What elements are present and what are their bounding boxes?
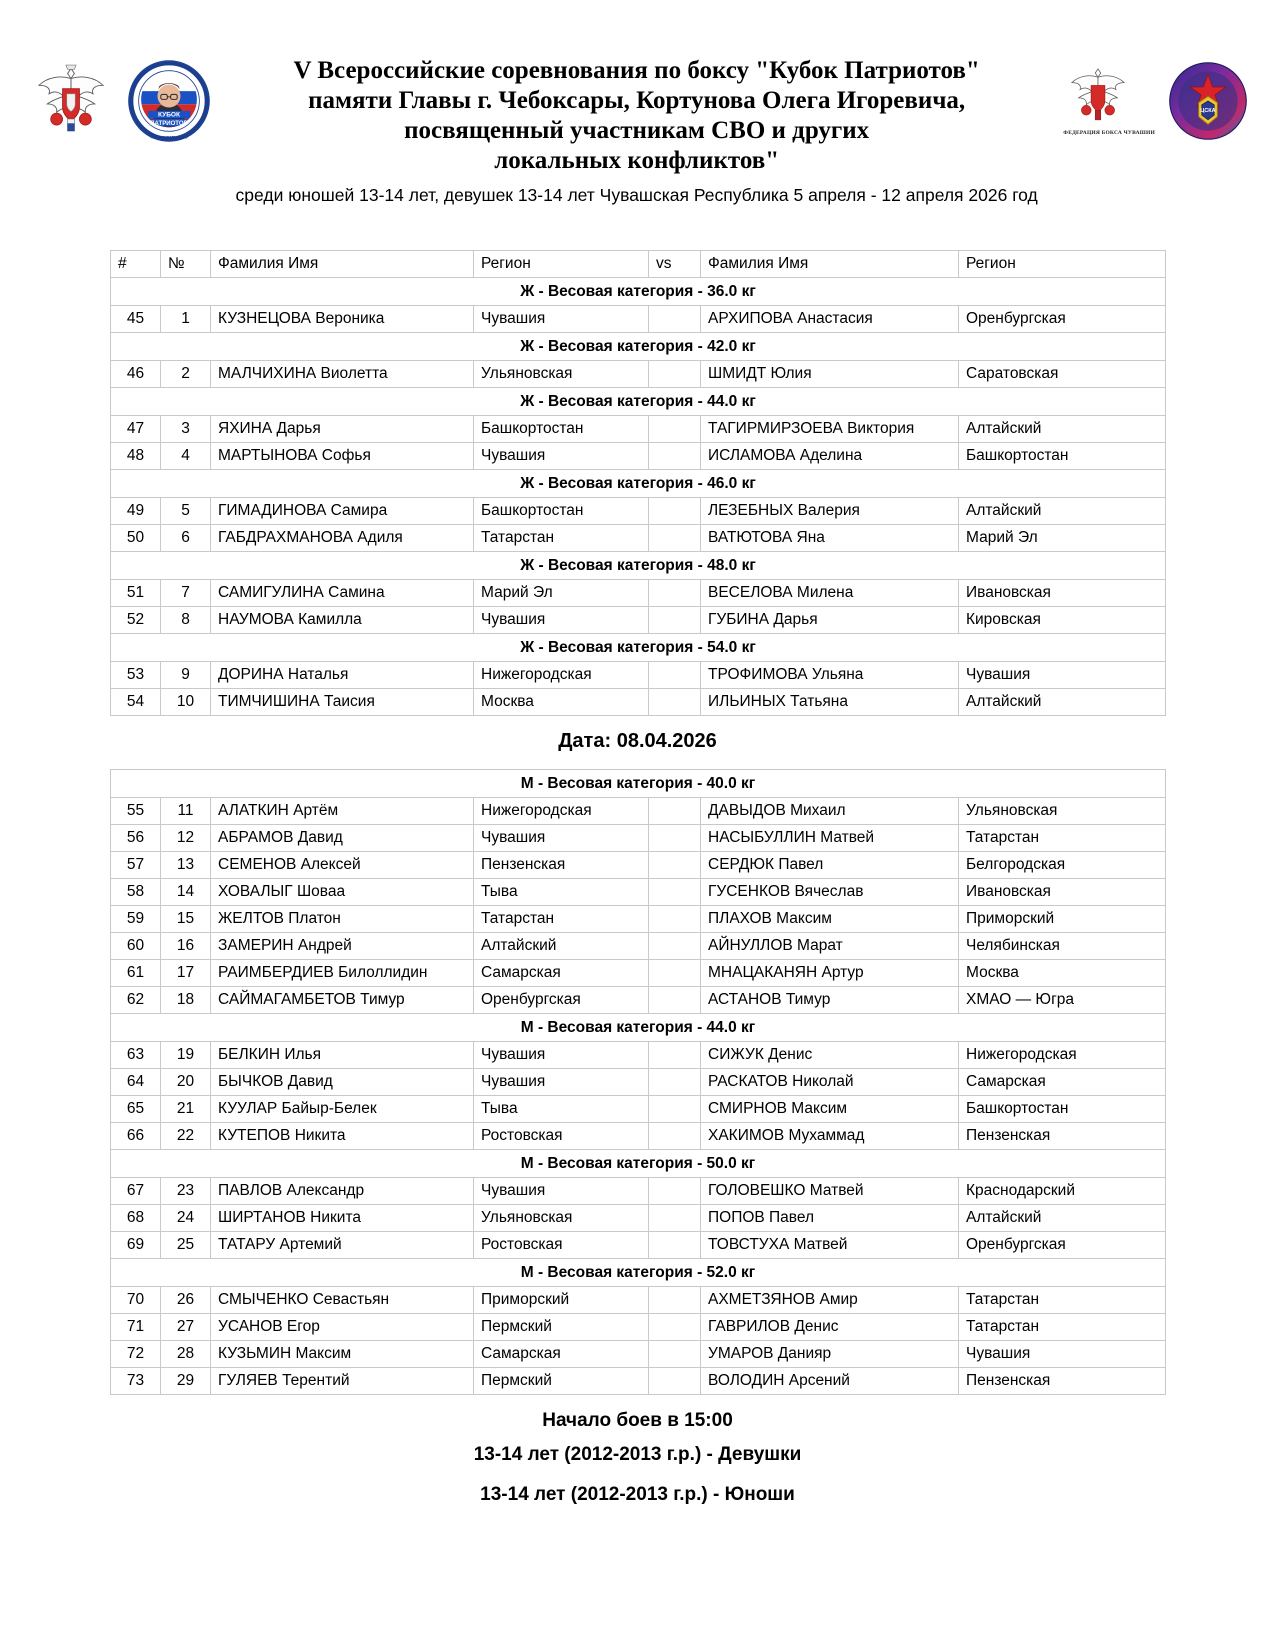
athlete-left-region-cell: Чувашия [474, 1042, 649, 1069]
versus-cell [649, 798, 701, 825]
athlete-left-name-cell: КУУЛАР Байыр-Белек [211, 1096, 474, 1123]
bout-number-cell: 20 [161, 1069, 211, 1096]
versus-cell [649, 525, 701, 552]
athlete-right-region-cell: Саратовская [959, 361, 1166, 388]
bout-order-cell: 72 [111, 1341, 161, 1368]
versus-cell [649, 825, 701, 852]
russia-emblem-logo [28, 60, 114, 141]
table-row [111, 498, 1166, 525]
bout-order-cell: 67 [111, 1178, 161, 1205]
athlete-right-name-cell: ГАВРИЛОВ Денис [701, 1314, 959, 1341]
bout-number-cell: 18 [161, 987, 211, 1014]
athlete-left-name-cell: БЫЧКОВ Давид [211, 1069, 474, 1096]
weight-category-label: Ж - Весовая категория - 36.0 кг [111, 278, 1166, 306]
table-row [111, 825, 1166, 852]
athlete-left-name-cell: КУЗЬМИН Максим [211, 1341, 474, 1368]
bout-order-cell: 66 [111, 1123, 161, 1150]
athlete-right-region-cell: Москва [959, 960, 1166, 987]
table-row [111, 443, 1166, 470]
athlete-left-region-cell: Ростовская [474, 1232, 649, 1259]
athlete-right-name-cell: ВЕСЕЛОВА Милена [701, 580, 959, 607]
weight-category-row [111, 634, 1166, 662]
versus-cell [649, 906, 701, 933]
versus-cell [649, 662, 701, 689]
athlete-left-region-cell: Чувашия [474, 1178, 649, 1205]
bout-number-cell: 23 [161, 1178, 211, 1205]
athlete-left-name-cell: НАУМОВА Камилла [211, 607, 474, 634]
title-line-1: V Всероссийские соревнования по боксу "Кубок Патриотов" [293, 57, 980, 84]
versus-cell [649, 1123, 701, 1150]
bout-order-cell: 47 [111, 416, 161, 443]
athlete-left-name-cell: ГИМАДИНОВА Самира [211, 498, 474, 525]
athlete-right-name-cell: ВОЛОДИН Арсений [701, 1368, 959, 1395]
versus-cell [649, 689, 701, 716]
athlete-right-region-cell: Алтайский [959, 1205, 1166, 1232]
weight-category-label: Ж - Весовая категория - 42.0 кг [111, 333, 1166, 361]
athlete-right-name-cell: АРХИПОВА Анастасия [701, 306, 959, 333]
athlete-left-name-cell: ЯХИНА Дарья [211, 416, 474, 443]
table-row [111, 960, 1166, 987]
bout-order-cell: 53 [111, 662, 161, 689]
men-table-body [111, 770, 1166, 1395]
athlete-left-name-cell: МАРТЫНОВА Софья [211, 443, 474, 470]
athlete-right-name-cell: АСТАНОВ Тимур [701, 987, 959, 1014]
versus-cell [649, 987, 701, 1014]
athlete-right-name-cell: РАСКАТОВ Николай [701, 1069, 959, 1096]
table-row [111, 1042, 1166, 1069]
athlete-left-name-cell: БЕЛКИН Илья [211, 1042, 474, 1069]
athlete-left-region-cell: Москва [474, 689, 649, 716]
bout-order-cell: 61 [111, 960, 161, 987]
bout-number-cell: 6 [161, 525, 211, 552]
athlete-right-region-cell: Краснодарский [959, 1178, 1166, 1205]
athlete-left-region-cell: Башкортостан [474, 498, 649, 525]
athlete-right-name-cell: УМАРОВ Данияр [701, 1341, 959, 1368]
athlete-left-region-cell: Самарская [474, 960, 649, 987]
versus-cell [649, 1069, 701, 1096]
table-row [111, 689, 1166, 716]
table-row [111, 361, 1166, 388]
versus-cell [649, 1205, 701, 1232]
right-logo-group [1063, 56, 1247, 145]
athlete-right-region-cell: Ивановская [959, 879, 1166, 906]
svg-text:ПАТРИОТОВ: ПАТРИОТОВ [150, 120, 188, 127]
athlete-left-region-cell: Пермский [474, 1368, 649, 1395]
column-header-name-right: Фамилия Имя [701, 251, 959, 278]
bout-number-cell: 17 [161, 960, 211, 987]
table-row [111, 879, 1166, 906]
athlete-left-name-cell: ДОРИНА Наталья [211, 662, 474, 689]
versus-cell [649, 1287, 701, 1314]
versus-cell [649, 1042, 701, 1069]
bout-number-cell: 1 [161, 306, 211, 333]
bout-number-cell: 13 [161, 852, 211, 879]
athlete-right-region-cell: Нижегородская [959, 1042, 1166, 1069]
bout-order-cell: 45 [111, 306, 161, 333]
footer-start-time: Начало боев в 15:00 [542, 1410, 733, 1431]
athlete-right-region-cell: Алтайский [959, 498, 1166, 525]
bout-order-cell: 50 [111, 525, 161, 552]
versus-cell [649, 852, 701, 879]
athlete-right-region-cell: Башкортостан [959, 443, 1166, 470]
athlete-left-name-cell: ПАВЛОВ Александр [211, 1178, 474, 1205]
svg-text:ЦСКА: ЦСКА [1200, 107, 1216, 114]
athlete-left-name-cell: ЗАМЕРИН Андрей [211, 933, 474, 960]
bout-number-cell: 4 [161, 443, 211, 470]
athlete-left-name-cell: МАЛЧИХИНА Виолетта [211, 361, 474, 388]
versus-cell [649, 361, 701, 388]
athlete-right-region-cell: Чувашия [959, 1341, 1166, 1368]
weight-category-label: Ж - Весовая категория - 54.0 кг [111, 634, 1166, 662]
bout-number-cell: 21 [161, 1096, 211, 1123]
athlete-right-region-cell: Оренбургская [959, 306, 1166, 333]
athlete-right-name-cell: ИЛЬИНЫХ Татьяна [701, 689, 959, 716]
weight-category-label: М - Весовая категория - 50.0 кг [111, 1150, 1166, 1178]
weight-category-label: Ж - Весовая категория - 48.0 кг [111, 552, 1166, 580]
bout-order-cell: 69 [111, 1232, 161, 1259]
weight-category-row [111, 278, 1166, 306]
title-block [210, 56, 1063, 207]
athlete-left-region-cell: Самарская [474, 1341, 649, 1368]
athlete-left-name-cell: СМЫЧЕНКО Севастьян [211, 1287, 474, 1314]
bout-order-cell: 73 [111, 1368, 161, 1395]
bout-order-cell: 68 [111, 1205, 161, 1232]
athlete-left-name-cell: ТАТАРУ Артемий [211, 1232, 474, 1259]
bout-order-cell: 57 [111, 852, 161, 879]
bout-number-cell: 8 [161, 607, 211, 634]
athlete-left-region-cell: Пензенская [474, 852, 649, 879]
athlete-left-name-cell: КУЗНЕЦОВА Вероника [211, 306, 474, 333]
bout-number-cell: 27 [161, 1314, 211, 1341]
table-row [111, 1341, 1166, 1368]
athlete-right-name-cell: ТОВСТУХА Матвей [701, 1232, 959, 1259]
versus-cell [649, 498, 701, 525]
versus-cell [649, 879, 701, 906]
bout-order-cell: 60 [111, 933, 161, 960]
bout-number-cell: 26 [161, 1287, 211, 1314]
athlete-left-name-cell: КУТЕПОВ Никита [211, 1123, 474, 1150]
athlete-left-region-cell: Чувашия [474, 1069, 649, 1096]
athlete-right-region-cell: Ивановская [959, 580, 1166, 607]
bout-order-cell: 49 [111, 498, 161, 525]
weight-category-row [111, 1259, 1166, 1287]
athlete-right-name-cell: ГУСЕНКОВ Вячеслав [701, 879, 959, 906]
bout-order-cell: 51 [111, 580, 161, 607]
athlete-left-region-cell: Чувашия [474, 306, 649, 333]
bout-order-cell: 64 [111, 1069, 161, 1096]
column-header-region-left: Регион [474, 251, 649, 278]
athlete-right-region-cell: Чувашия [959, 662, 1166, 689]
athlete-right-region-cell: Пензенская [959, 1368, 1166, 1395]
table-row [111, 1232, 1166, 1259]
title-line-3: посвященный участникам СВО и других [404, 117, 870, 144]
bout-order-cell: 65 [111, 1096, 161, 1123]
athlete-left-name-cell: СЕМЕНОВ Алексей [211, 852, 474, 879]
bout-order-cell: 59 [111, 906, 161, 933]
bout-order-cell: 71 [111, 1314, 161, 1341]
bout-order-cell: 58 [111, 879, 161, 906]
column-header-hash: # [111, 251, 161, 278]
bout-number-cell: 25 [161, 1232, 211, 1259]
title-line-4: локальных конфликтов" [494, 147, 780, 174]
bout-number-cell: 2 [161, 361, 211, 388]
athlete-right-region-cell: Белгородская [959, 852, 1166, 879]
document-footer [0, 1407, 1275, 1515]
athlete-left-name-cell: ГАБДРАХМАНОВА Адиля [211, 525, 474, 552]
athlete-left-region-cell: Нижегородская [474, 798, 649, 825]
table-row [111, 306, 1166, 333]
kubok-patriotov-badge-logo [128, 60, 210, 147]
athlete-right-name-cell: НАСЫБУЛЛИН Матвей [701, 825, 959, 852]
bout-number-cell: 24 [161, 1205, 211, 1232]
athlete-right-name-cell: АХМЕТЗЯНОВ Амир [701, 1287, 959, 1314]
athlete-right-region-cell: Кировская [959, 607, 1166, 634]
federation-logo-caption: ФЕДЕРАЦИЯ БОКСА ЧУВАШИИ [1063, 130, 1155, 136]
athlete-left-region-cell: Ростовская [474, 1123, 649, 1150]
athlete-left-region-cell: Пермский [474, 1314, 649, 1341]
table-row [111, 987, 1166, 1014]
athlete-right-name-cell: ЛЕЗЕБНЫХ Валерия [701, 498, 959, 525]
athlete-left-region-cell: Оренбургская [474, 987, 649, 1014]
bout-number-cell: 29 [161, 1368, 211, 1395]
athlete-left-region-cell: Ульяновская [474, 361, 649, 388]
athlete-right-name-cell: ДАВЫДОВ Михаил [701, 798, 959, 825]
versus-cell [649, 607, 701, 634]
weight-category-row [111, 388, 1166, 416]
footer-girls-category: 13-14 лет (2012-2013 г.р.) - Девушки [473, 1444, 802, 1465]
athlete-right-region-cell: Приморский [959, 906, 1166, 933]
athlete-left-region-cell: Чувашия [474, 607, 649, 634]
athlete-right-region-cell: Пензенская [959, 1123, 1166, 1150]
column-header-vs: vs [649, 251, 701, 278]
athlete-left-name-cell: САЙМАГАМБЕТОВ Тимур [211, 987, 474, 1014]
athlete-right-region-cell: Оренбургская [959, 1232, 1166, 1259]
bout-number-cell: 3 [161, 416, 211, 443]
cska-star-badge-logo [1169, 62, 1247, 145]
table-row [111, 662, 1166, 689]
athlete-left-region-cell: Тыва [474, 879, 649, 906]
versus-cell [649, 1314, 701, 1341]
weight-category-row [111, 470, 1166, 498]
athlete-right-name-cell: ТАГИРМИРЗОЕВА Виктория [701, 416, 959, 443]
women-bouts-sheet [0, 250, 1275, 716]
table-row [111, 1069, 1166, 1096]
bout-order-cell: 62 [111, 987, 161, 1014]
bout-order-cell: 46 [111, 361, 161, 388]
athlete-right-region-cell: Татарстан [959, 825, 1166, 852]
table-row [111, 416, 1166, 443]
athlete-left-name-cell: УСАНОВ Егор [211, 1314, 474, 1341]
table-row [111, 1368, 1166, 1395]
bout-order-cell: 52 [111, 607, 161, 634]
table-row [111, 1096, 1166, 1123]
athlete-right-region-cell: ХМАО — Югра [959, 987, 1166, 1014]
athlete-right-name-cell: СЕРДЮК Павел [701, 852, 959, 879]
bout-number-cell: 12 [161, 825, 211, 852]
versus-cell [649, 1368, 701, 1395]
versus-cell [649, 960, 701, 987]
athlete-right-region-cell: Алтайский [959, 689, 1166, 716]
athlete-left-name-cell: ХОВАЛЫГ Шоваа [211, 879, 474, 906]
bout-order-cell: 70 [111, 1287, 161, 1314]
athlete-right-name-cell: ГУБИНА Дарья [701, 607, 959, 634]
athlete-right-name-cell: ВАТЮТОВА Яна [701, 525, 959, 552]
athlete-right-region-cell: Башкортостан [959, 1096, 1166, 1123]
athlete-right-name-cell: АЙНУЛЛОВ Марат [701, 933, 959, 960]
athlete-left-name-cell: ЖЕЛТОВ Платон [211, 906, 474, 933]
left-logo-group [28, 56, 210, 147]
weight-category-label: М - Весовая категория - 44.0 кг [111, 1014, 1166, 1042]
subtitle-line: среди юношей 13-14 лет, девушек 13-14 лет Чувашская Республика 5 апреля - 12 апреля 2026 год [235, 185, 1038, 205]
table-row [111, 1123, 1166, 1150]
table-row [111, 798, 1166, 825]
athlete-right-name-cell: МНАЦАКАНЯН Артур [701, 960, 959, 987]
athlete-right-name-cell: ТРОФИМОВА Ульяна [701, 662, 959, 689]
athlete-left-region-cell: Алтайский [474, 933, 649, 960]
athlete-left-name-cell: АЛАТКИН Артём [211, 798, 474, 825]
chuvashia-boxing-federation-logo [1063, 62, 1155, 137]
weight-category-label: М - Весовая категория - 52.0 кг [111, 1259, 1166, 1287]
men-bouts-table [110, 769, 1166, 1395]
weight-category-row [111, 333, 1166, 361]
bout-number-cell: 14 [161, 879, 211, 906]
athlete-left-name-cell: ГУЛЯЕВ Терентий [211, 1368, 474, 1395]
women-bouts-table [110, 250, 1166, 716]
athlete-left-region-cell: Башкортостан [474, 416, 649, 443]
athlete-right-name-cell: ГОЛОВЕШКО Матвей [701, 1178, 959, 1205]
athlete-left-name-cell: АБРАМОВ Давид [211, 825, 474, 852]
versus-cell [649, 933, 701, 960]
men-bouts-sheet [0, 769, 1275, 1395]
athlete-right-name-cell: ШМИДТ Юлия [701, 361, 959, 388]
column-header-region-right: Регион [959, 251, 1166, 278]
bout-number-cell: 10 [161, 689, 211, 716]
athlete-right-region-cell: Самарская [959, 1069, 1166, 1096]
athlete-left-region-cell: Татарстан [474, 525, 649, 552]
athlete-right-name-cell: ХАКИМОВ Мухаммад [701, 1123, 959, 1150]
athlete-left-name-cell: ШИРТАНОВ Никита [211, 1205, 474, 1232]
table-row [111, 525, 1166, 552]
bout-number-cell: 7 [161, 580, 211, 607]
weight-category-row [111, 770, 1166, 798]
athlete-left-region-cell: Татарстан [474, 906, 649, 933]
athlete-left-name-cell: РАИМБЕРДИЕВ Билоллидин [211, 960, 474, 987]
athlete-left-region-cell: Ульяновская [474, 1205, 649, 1232]
bout-number-cell: 22 [161, 1123, 211, 1150]
svg-text:Г. ЧЕБОКСАРЫ, 2026: Г. ЧЕБОКСАРЫ, 2026 [150, 135, 188, 140]
table-row [111, 607, 1166, 634]
bout-order-cell: 56 [111, 825, 161, 852]
footer-boys-category: 13-14 лет (2012-2013 г.р.) - Юноши [480, 1484, 795, 1505]
weight-category-label: М - Весовая категория - 40.0 кг [111, 770, 1166, 798]
table-row [111, 1205, 1166, 1232]
versus-cell [649, 1232, 701, 1259]
bout-order-cell: 55 [111, 798, 161, 825]
table-row [111, 1314, 1166, 1341]
bout-order-cell: 48 [111, 443, 161, 470]
table-row [111, 852, 1166, 879]
weight-category-row [111, 1014, 1166, 1042]
versus-cell [649, 1178, 701, 1205]
table-row [111, 1287, 1166, 1314]
table-row [111, 1178, 1166, 1205]
athlete-right-name-cell: СИЖУК Денис [701, 1042, 959, 1069]
athlete-left-region-cell: Нижегородская [474, 662, 649, 689]
bout-number-cell: 28 [161, 1341, 211, 1368]
bout-number-cell: 19 [161, 1042, 211, 1069]
table-row [111, 933, 1166, 960]
athlete-right-region-cell: Татарстан [959, 1314, 1166, 1341]
column-header-number: № [161, 251, 211, 278]
athlete-right-region-cell: Алтайский [959, 416, 1166, 443]
athlete-left-region-cell: Тыва [474, 1096, 649, 1123]
bout-order-cell: 54 [111, 689, 161, 716]
athlete-right-region-cell: Ульяновская [959, 798, 1166, 825]
document-header [0, 0, 1275, 205]
versus-cell [649, 1341, 701, 1368]
weight-category-label: Ж - Весовая категория - 46.0 кг [111, 470, 1166, 498]
svg-text:КУБОК: КУБОК [157, 111, 181, 119]
athlete-right-region-cell: Татарстан [959, 1287, 1166, 1314]
women-table-body [111, 278, 1166, 716]
weight-category-row [111, 552, 1166, 580]
athlete-left-region-cell: Чувашия [474, 443, 649, 470]
table-header-row [111, 251, 1166, 278]
title-line-2: памяти Главы г. Чебоксары, Кортунова Олега Игоревича, [308, 87, 966, 114]
bout-order-cell: 63 [111, 1042, 161, 1069]
table-row [111, 580, 1166, 607]
athlete-right-name-cell: СМИРНОВ Максим [701, 1096, 959, 1123]
athlete-right-name-cell: ПОПОВ Павел [701, 1205, 959, 1232]
athlete-left-region-cell: Марий Эл [474, 580, 649, 607]
weight-category-label: Ж - Весовая категория - 44.0 кг [111, 388, 1166, 416]
column-header-name-left: Фамилия Имя [211, 251, 474, 278]
bout-number-cell: 9 [161, 662, 211, 689]
athlete-right-region-cell: Челябинская [959, 933, 1166, 960]
versus-cell [649, 416, 701, 443]
athlete-left-name-cell: САМИГУЛИНА Самина [211, 580, 474, 607]
table-row [111, 906, 1166, 933]
athlete-left-region-cell: Приморский [474, 1287, 649, 1314]
athlete-left-name-cell: ТИМЧИШИНА Таисия [211, 689, 474, 716]
weight-category-row [111, 1150, 1166, 1178]
bout-number-cell: 16 [161, 933, 211, 960]
versus-cell [649, 580, 701, 607]
athlete-right-region-cell: Марий Эл [959, 525, 1166, 552]
bout-number-cell: 15 [161, 906, 211, 933]
bout-number-cell: 5 [161, 498, 211, 525]
athlete-right-name-cell: ПЛАХОВ Максим [701, 906, 959, 933]
versus-cell [649, 443, 701, 470]
athlete-right-name-cell: ИСЛАМОВА Аделина [701, 443, 959, 470]
athlete-left-region-cell: Чувашия [474, 825, 649, 852]
bout-number-cell: 11 [161, 798, 211, 825]
versus-cell [649, 1096, 701, 1123]
versus-cell [649, 306, 701, 333]
date-label: Дата: 08.04.2026 [558, 730, 717, 752]
